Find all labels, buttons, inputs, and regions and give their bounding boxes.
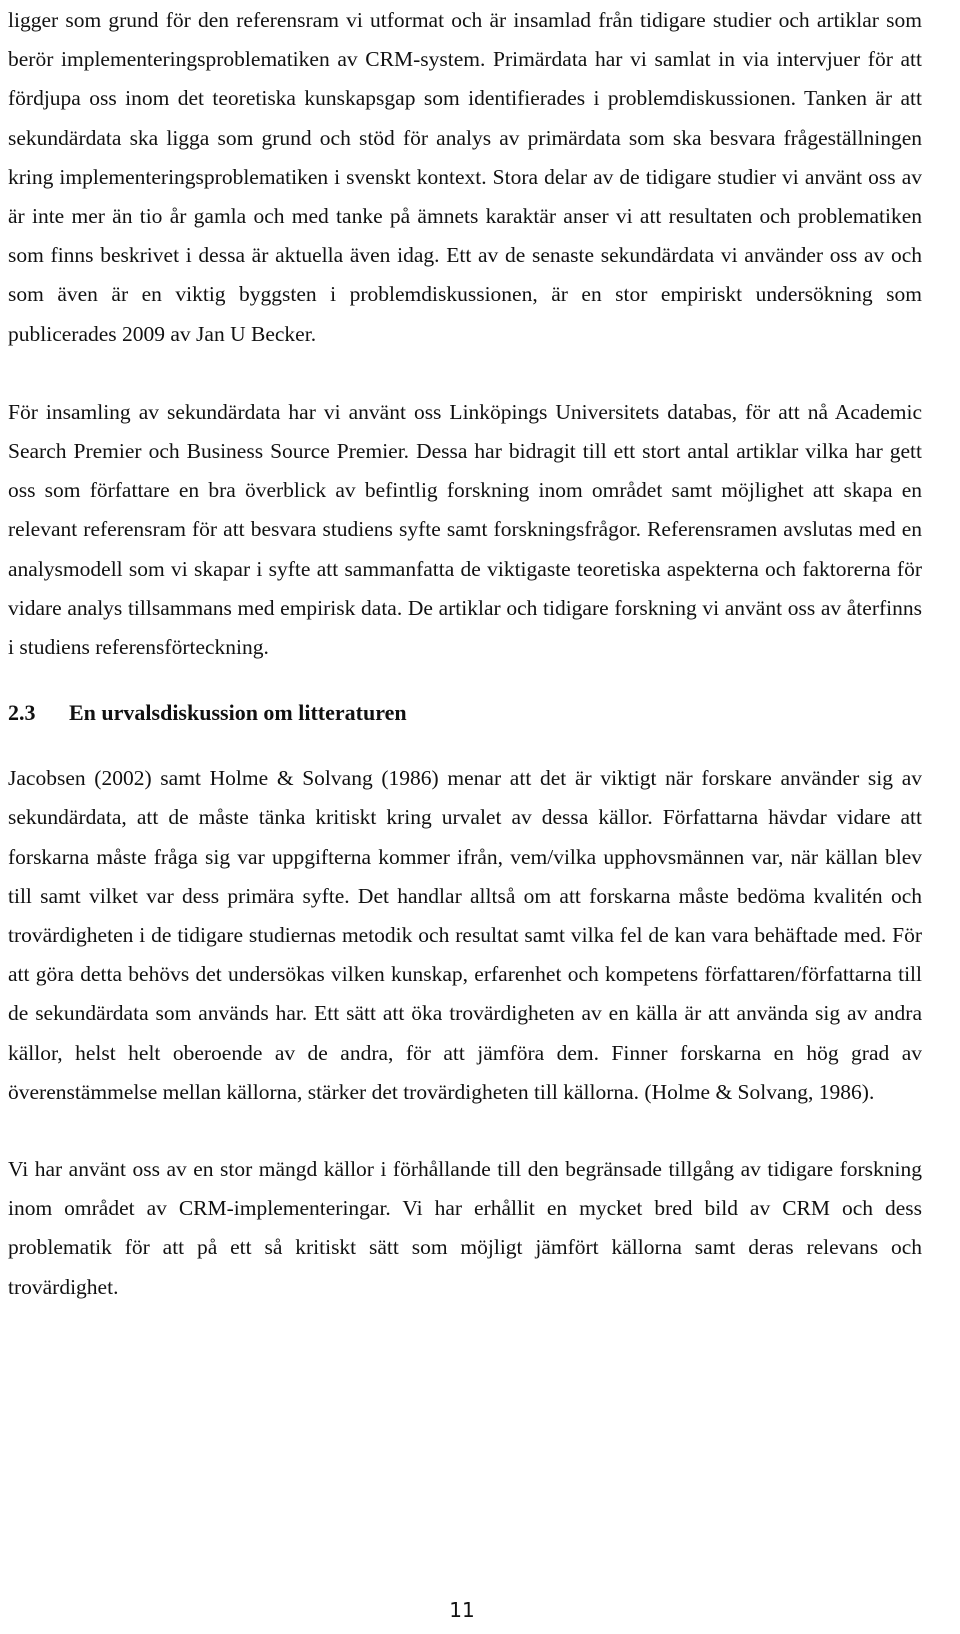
section-heading	[8, 693, 922, 733]
document-page	[8, 0, 922, 1307]
page-number: 11	[449, 1598, 475, 1622]
section-title: En urvalsdiskussion om litteraturen	[69, 700, 407, 726]
paragraph-database-search: För insamling av sekundärdata har vi använt oss Linköpings Universitets databas, för att nå Academic Search Premier och Business Source Premier. Dessa har bidragit till ett stort antal artiklar vilka har gett oss som författare en bra överblick av befintlig forskning inom området samt möjlighet att skapa en relevant referensram för att besvara studiens syfte samt forskningsfrågor. Referensramen avslutas med en analysmodell som vi skapar i syfte att sammanfatta de viktigaste teoretiska aspekterna och faktorerna för vidare analys tillsammans med empirisk data. De artiklar och tidigare forskning vi använt oss av återfinns i studiens referensförteckning.	[8, 399, 922, 660]
section-number: 2.3	[8, 700, 36, 726]
paragraph-source-criticism: Jacobsen (2002) samt Holme & Solvang (1986) menar att det är viktigt när forskare använder sig av sekundärdata, att de måste tänka kritiskt kring urvalet av dessa källor. Författarna hävdar vidare att forskarna måste fråga sig var uppgifterna kommer ifrån, vem/vilka upphovsmännen var, när källan blev till samt vilket var dess primära syfte. Det handlar alltså om att forskarna måste bedöma kvalitén och trovärdigheten i de tidigare studiernas metodik och resultat samt vilka fel de kan vara behäftade med. För att göra detta behövs det undersökas vilken kunskap, erfarenhet och kompetens författaren/författarna till de sekundärdata som används har. Ett sätt att öka trovärdigheten av en källa är att använda sig av andra källor, helst helt oberoende av de andra, för att jämföra dem. Finner forskarna en hög grad av överenstämmelse mellan källorna, stärker det trovärdigheten till källorna. (Holme & Solvang, 1986).	[8, 766, 922, 1104]
paragraph-secondary-data-intro: ligger som grund för den referensram vi utformat och är insamlad från tidigare studier och artiklar som berör implementeringsproblematiken av CRM-system. Primärdata har vi samlat in via intervjuer för att fördjupa oss inom det teoretiska kunskapsgap som identifierades i problemdiskussionen. Tanken är att sekundärdata ska ligga som grund och stöd för analys av primärdata som ska besvara frågeställningen kring implementeringsproblematiken i svenskt kontext. Stora delar av de tidigare studier vi använt oss av är inte mer än tio år gamla och med tanke på ämnets karaktär anser vi att resultaten och problematiken som finns beskrivet i dessa är aktuella även idag. Ett av de senaste sekundärdata vi använder oss av och som även är en viktig byggsten i problemdiskussionen, är en stor empiriskt undersökning som publicerades 2009 av Jan U Becker.	[8, 8, 922, 346]
paragraph-source-selection: Vi har använt oss av en stor mängd källor i förhållande till den begränsade tillgång av tidigare forskning inom området av CRM-implementeringar. Vi har erhållit en mycket bred bild av CRM och dess problematik för att på ett så kritiskt sätt som möjligt jämfört källorna samt deras relevans och trovärdighet.	[8, 1157, 922, 1299]
